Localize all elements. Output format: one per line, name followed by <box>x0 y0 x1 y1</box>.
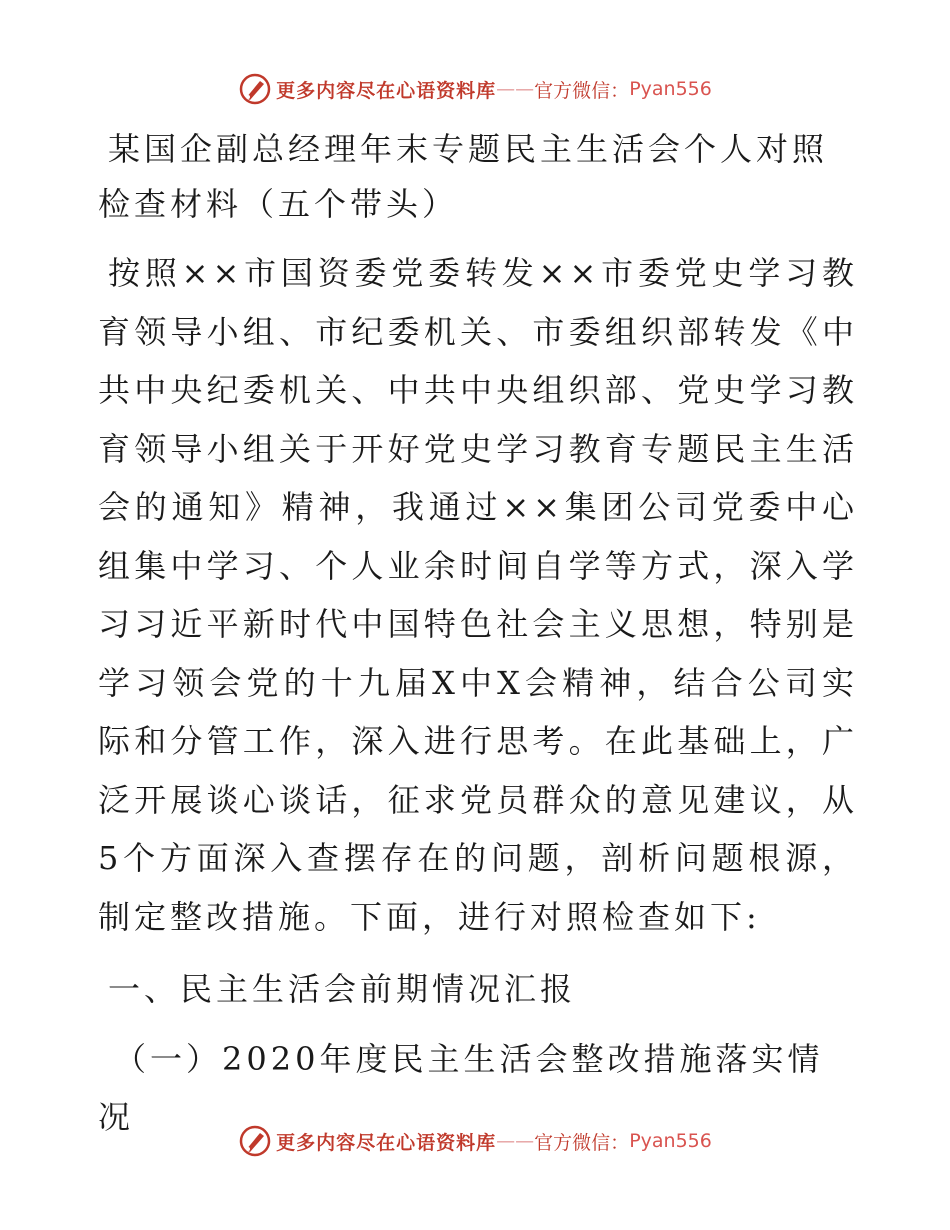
pen-logo-icon <box>238 1124 272 1158</box>
watermark-main-text: 更多内容尽在心语资料库 <box>276 1131 497 1154</box>
watermark-banner-top <box>0 72 950 106</box>
intro-paragraph: 按照××市国资委党委转发××市委党史学习教育领导小组、市纪委机关、市委组织部转发《中共中央纪委机关、中共中央组织部、党史学习教育领导小组关于开好党史学习教育专题民主生活会的通知》精神，我通过××集团公司党委中心组集中学习、个人业余时间自学等方式，深入学习习近平新时代中国特色社会主义思想，特别是学习领会党的十九届X中X会精神，结合公司实际和分管工作，深入进行思考。在此基础上，广泛开展谈心谈话，征求党员群众的意见建议，从5个方面深入查摆存在的问题，剖析问题根源，制定整改措施。下面，进行对照检查如下: <box>98 254 858 936</box>
watermark-wechat-label: 官方微信： <box>534 79 630 102</box>
document-body <box>98 122 858 1146</box>
watermark-wechat-id: Pyan556 <box>629 78 712 100</box>
pen-logo-icon <box>238 72 272 106</box>
watermark-main-text: 更多内容尽在心语资料库 <box>276 79 497 102</box>
document-title: 某国企副总经理年末专题民主生活会个人对照检查材料（五个带头） <box>98 130 829 223</box>
watermark-dash: —— <box>496 1130 535 1152</box>
section-heading: 一、民主生活会前期情况汇报 <box>108 970 577 1008</box>
subsection-heading: （一）2020年度民主生活会整改措施落实情况 <box>98 1040 824 1136</box>
watermark-wechat-id: Pyan556 <box>629 1130 712 1152</box>
watermark-dash: —— <box>496 78 535 100</box>
watermark-banner-bottom <box>0 1124 950 1158</box>
watermark-wechat-label: 官方微信： <box>534 1131 630 1154</box>
